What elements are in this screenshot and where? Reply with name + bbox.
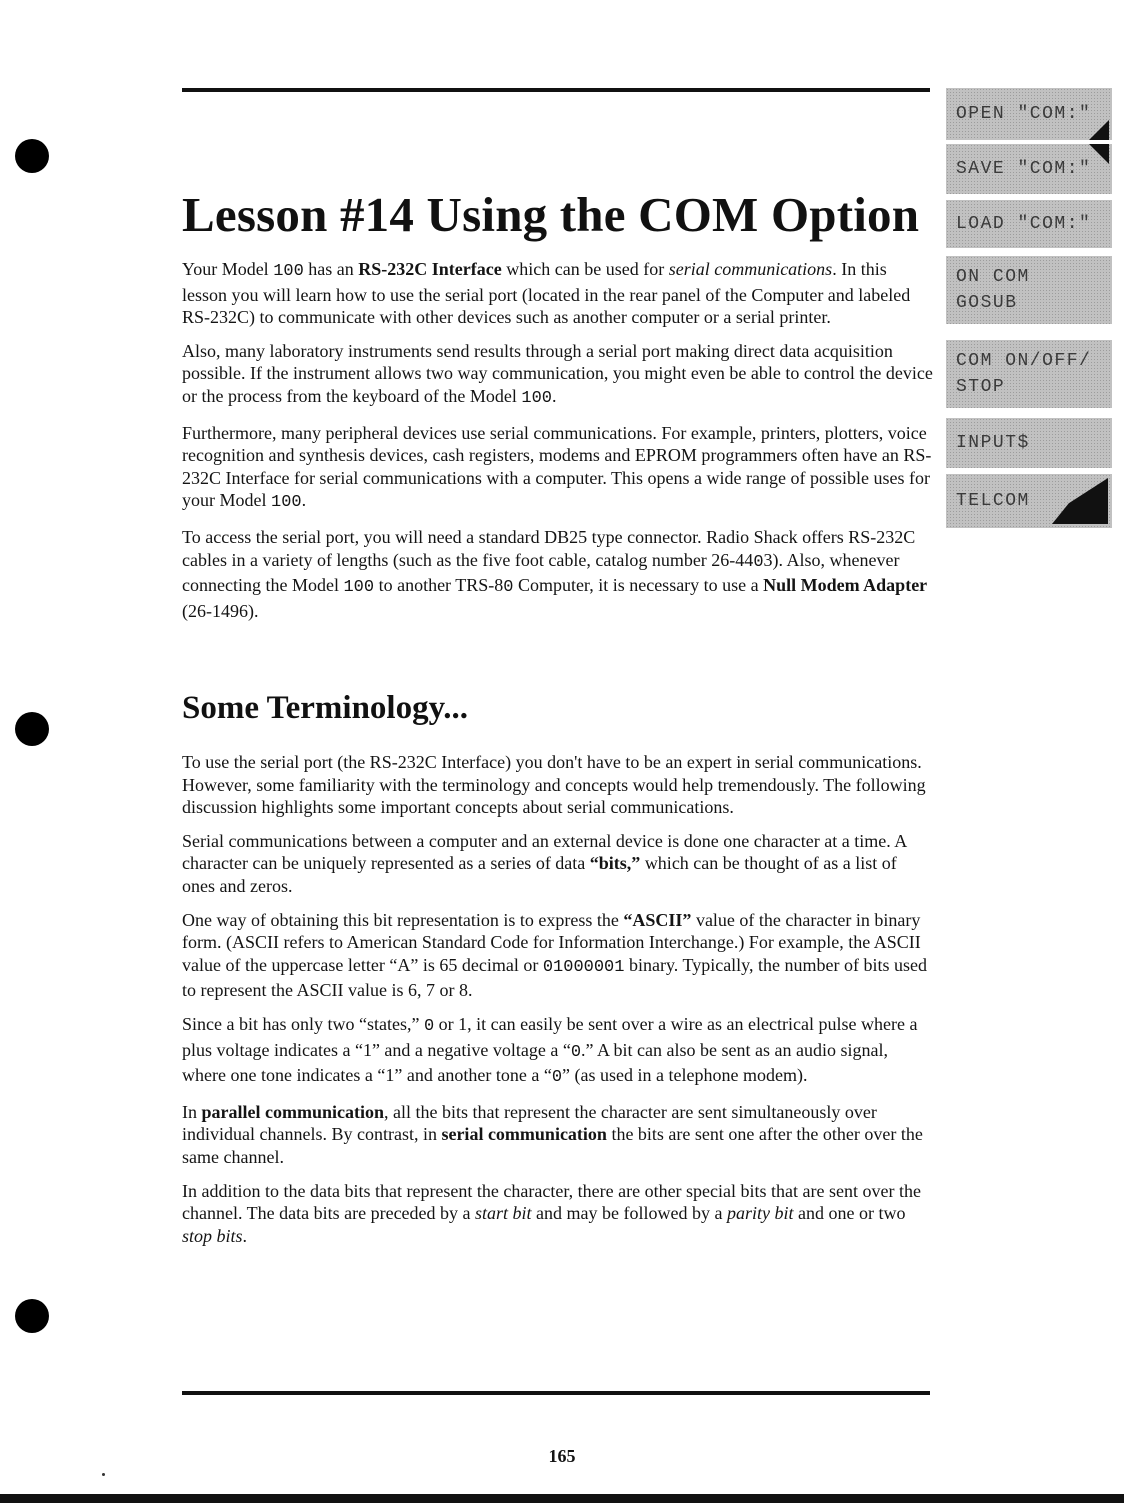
intro-paragraph-1: Your Model 100 has an RS-232C Interface which can be used for serial communications. In this lesson you will learn how to use the serial port (located in the rear panel of the Computer and labeled RS-232C) to communicate with other devices such as another computer or a serial printer. xyxy=(182,259,911,328)
terminology-section xyxy=(182,751,934,1258)
terminology-paragraph-6: In addition to the data bits that represent the character, there are other special bits that are sent over the channel. The data bits are preceded by a start bit and may be followed by a parity bit and one or two stop bits. xyxy=(182,1180,921,1246)
scan-speck xyxy=(102,1473,105,1476)
key-open-com: OPEN "COM:" xyxy=(946,88,1112,140)
telcom-icon xyxy=(1052,478,1108,524)
section-heading: Some Terminology... xyxy=(182,690,469,726)
intro-paragraph-3: Furthermore, many peripheral devices use serial communications. For example, printers, plotters, voice recognition and synthesis devices, cash registers, modems and EPROM programmers often have an RS-232C Interface for serial communications with a computer. This opens a wide range of possible uses for your Model 100. xyxy=(182,422,932,513)
scan-edge xyxy=(0,1494,1124,1503)
key-com-on-off-stop: COM ON/OFF/ STOP xyxy=(946,340,1112,408)
page-number: 165 xyxy=(548,1446,576,1466)
intro-paragraph-2: Also, many laboratory instruments send results through a serial port making direct data acquisition possible. If the instrument allows two way communication, you might even be able to control the device or the process from the keyboard of the Model 100. xyxy=(182,340,933,408)
key-save-com: SAVE "COM:" xyxy=(946,144,1112,194)
curl-arrow-icon xyxy=(1083,144,1109,170)
terminology-paragraph-4: Since a bit has only two “states,” 0 or 1, it can easily be sent over a wire as an electrical pulse where a plus voltage indicates a “1” and a negative voltage a “0.” A bit can also be sent as an audio signal, where one tone indicates a “1” and another tone a “0” (as used in a telephone modem). xyxy=(182,1013,918,1088)
terminology-paragraph-3: One way of obtaining this bit representation is to express the “ASCII” value of the character in binary form. (ASCII refers to American Standard Code for Information Interchange.) For example, the ASCII value of the uppercase letter “A” is 65 decimal or 01000001 binary. Typically, the number of bits used to represent the ASCII value is 6, 7 or 8. xyxy=(182,909,927,1001)
intro-paragraph-4: To access the serial port, you will need a standard DB25 type connector. Radio Shack offers RS-232C cables in a variety of lengths (such as the five foot cable, catalog number 26-4403). Also, whenever connecting the Model 100 to another TRS-80 Computer, it is necessary to use a Null Modem Adapter (26-1496). xyxy=(182,526,928,621)
terminology-paragraph-1: To use the serial port (the RS-232C Interface) you don't have to be an expert in serial communications. However, some familiarity with the terminology and concepts would help tremendously. The following discussion highlights some important concepts about serial communications. xyxy=(182,752,926,818)
terminology-paragraph-2: Serial communications between a computer and an external device is done one character at a time. A character can be uniquely represented as a series of data “bits,” which can be thought of as a list of ones and zeros. xyxy=(182,830,907,896)
page-title: Lesson #14 Using the COM Option xyxy=(182,187,920,242)
key-input: INPUT$ xyxy=(946,418,1112,468)
terminology-paragraph-5: In parallel communication, all the bits that represent the character are sent simultaneously over individual channels. By contrast, in serial communication the bits are sent one after the other over the same channel. xyxy=(182,1101,923,1167)
bottom-rule xyxy=(182,1391,930,1395)
key-telcom: TELCOM xyxy=(946,474,1112,528)
intro-section xyxy=(182,258,934,633)
binder-hole-middle xyxy=(15,712,49,746)
key-load-com: LOAD "COM:" xyxy=(946,200,1112,248)
binder-hole-top xyxy=(15,139,49,173)
key-on-com-gosub: ON COM GOSUB xyxy=(946,256,1112,324)
curl-arrow-icon xyxy=(1083,114,1109,140)
binder-hole-bottom xyxy=(15,1299,49,1333)
top-rule xyxy=(182,88,930,92)
